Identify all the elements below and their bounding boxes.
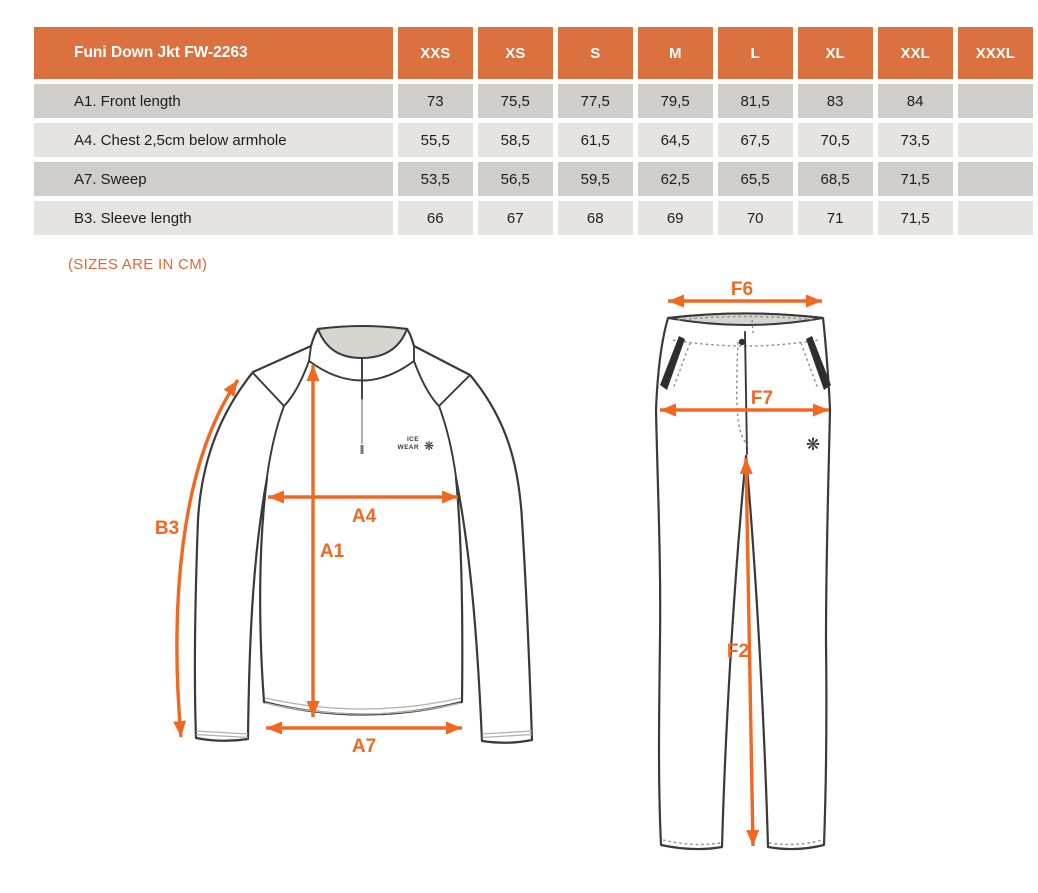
measure-label-a1: A1 — [319, 541, 345, 562]
size-value-cell: 70,5 — [798, 123, 873, 157]
belt-loop-stitch — [752, 320, 753, 333]
size-value-cell: 81,5 — [718, 84, 793, 118]
jacket-body — [195, 327, 532, 743]
size-value-cell: 59,5 — [558, 162, 633, 196]
size-value-cell: 55,5 — [398, 123, 473, 157]
size-column-header: XXXL — [958, 27, 1033, 79]
size-value-cell — [958, 201, 1033, 235]
size-value-cell: 68 — [558, 201, 633, 235]
size-column-header: M — [638, 27, 713, 79]
table-header-row — [34, 27, 1033, 79]
units-note: (SIZES ARE IN CM) — [68, 256, 208, 273]
pants-diagram — [656, 279, 831, 849]
logo-text-line1: ICE — [406, 436, 419, 443]
logo-snowflake-icon: ❋ — [423, 439, 435, 453]
pants-button — [739, 339, 745, 345]
measure-row — [34, 123, 1033, 157]
measure-label-b3: B3 — [154, 518, 180, 539]
size-value-cell — [958, 84, 1033, 118]
size-value-cell: 84 — [878, 84, 953, 118]
size-value-cell: 83 — [798, 84, 873, 118]
size-value-cell: 75,5 — [478, 84, 553, 118]
size-value-cell: 71,5 — [878, 162, 953, 196]
logo-text-line2: WEAR — [397, 444, 419, 451]
size-value-cell: 61,5 — [558, 123, 633, 157]
size-column-header: XS — [478, 27, 553, 79]
pants-snowflake-logo: ❋ — [805, 435, 821, 455]
size-value-cell: 62,5 — [638, 162, 713, 196]
pants-body — [656, 314, 830, 850]
size-value-cell: 64,5 — [638, 123, 713, 157]
size-column-header: S — [558, 27, 633, 79]
size-value-cell: 53,5 — [398, 162, 473, 196]
size-value-cell: 71 — [798, 201, 873, 235]
size-column-header: L — [718, 27, 793, 79]
size-value-cell — [958, 162, 1033, 196]
size-value-cell — [958, 123, 1033, 157]
size-table — [29, 22, 1038, 240]
size-value-cell: 65,5 — [718, 162, 793, 196]
size-value-cell: 68,5 — [798, 162, 873, 196]
measure-row — [34, 201, 1033, 235]
measure-label-a7: A7 — [351, 736, 377, 757]
size-value-cell: 67,5 — [718, 123, 793, 157]
size-column-header: XL — [798, 27, 873, 79]
measure-row — [34, 84, 1033, 118]
size-value-cell: 69 — [638, 201, 713, 235]
size-value-cell: 73 — [398, 84, 473, 118]
size-value-cell: 67 — [478, 201, 553, 235]
size-value-cell: 77,5 — [558, 84, 633, 118]
table-title: Funi Down Jkt FW-2263 — [34, 27, 393, 79]
size-column-header: XXS — [398, 27, 473, 79]
size-column-header: XXL — [878, 27, 953, 79]
measure-row-label: B3. Sleeve length — [34, 201, 393, 235]
size-value-cell: 79,5 — [638, 84, 713, 118]
measure-row — [34, 162, 1033, 196]
jacket-diagram — [155, 326, 532, 757]
size-value-cell: 58,5 — [478, 123, 553, 157]
measure-row-label: A7. Sweep — [34, 162, 393, 196]
measure-label-f2: F2 — [726, 641, 750, 662]
size-value-cell: 73,5 — [878, 123, 953, 157]
measure-label-f6: F6 — [730, 279, 754, 300]
size-value-cell: 71,5 — [878, 201, 953, 235]
measure-label-f7: F7 — [750, 388, 774, 409]
measure-row-label: A4. Chest 2,5cm below armhole — [34, 123, 393, 157]
size-value-cell: 56,5 — [478, 162, 553, 196]
size-value-cell: 70 — [718, 201, 793, 235]
measure-row-label: A1. Front length — [34, 84, 393, 118]
size-value-cell: 66 — [398, 201, 473, 235]
measure-label-a4: A4 — [351, 506, 377, 527]
